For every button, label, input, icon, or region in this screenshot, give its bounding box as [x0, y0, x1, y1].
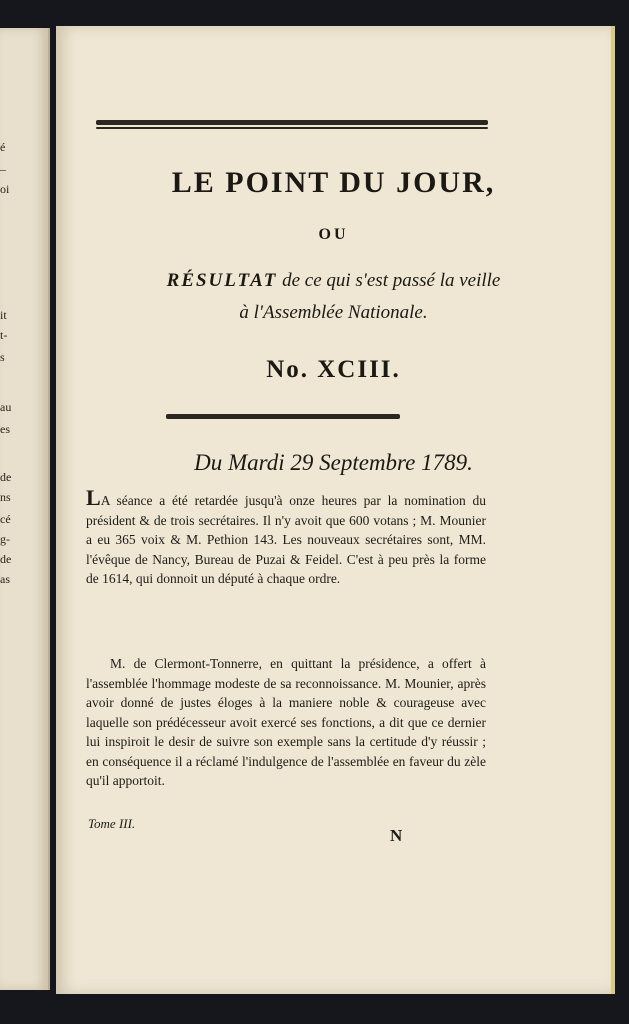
left-fragment: cé: [0, 512, 11, 526]
paragraph-2: M. de Clermont-Tonnerre, en quittant la présidence, a offert à l'assemblée l'hommage modeste de sa reconnoissance. M. Mounier, après avoir donné de justes éloges à la maniere noble & courageuse avec laquelle son prédécesseur avoit exercé ses fonctions, a dit que ce dernier lui inspiroit le desir de suivre son exemple sans la certitude d'y réussir ; en conséquence il a réclamé l'indulgence de l'assemblée en faveur du zèle qu'il apportoit.: [86, 656, 486, 788]
left-fragment: es: [0, 422, 10, 436]
left-fragment: as: [0, 572, 10, 586]
left-fragment: t-: [0, 328, 8, 342]
left-fragment: oi: [0, 182, 10, 196]
top-rule-thin: [96, 127, 488, 129]
subtitle-line-2: à l'Assemblée Nationale.: [239, 302, 428, 323]
left-page: [0, 28, 50, 990]
left-fragment: ns: [0, 490, 11, 504]
right-page: [56, 26, 615, 994]
left-fragment: g-: [0, 532, 10, 546]
left-fragment: s: [0, 350, 5, 364]
subtitle-ou: OU: [318, 226, 349, 243]
result-rest: de ce qui s'est passé la veille: [277, 270, 501, 291]
left-fragment: de: [0, 552, 12, 566]
subtitle-line-1: [56, 270, 611, 292]
mid-rule: [166, 414, 400, 419]
drop-cap: L: [86, 485, 101, 510]
newspaper-title: LE POINT DU JOUR,: [171, 166, 496, 199]
left-fragment: it: [0, 308, 7, 322]
left-fragment: de: [0, 470, 12, 484]
paragraph-1: [86, 485, 486, 589]
top-rule: [96, 120, 488, 125]
paragraph-1-text: A séance a été retardée jusqu'à onze heures par la nomination du président & de trois secrétaires. Il n'y avoit que 600 votans ; M. Mounier a eu 365 voix & M. Pethion 143. Les nouveaux secrétaires sont, MM. l'évêque de Nancy, Bureau de Puzai & Feidel. C'est à peu près la forme de 1614, qui donnoit un député à chaque ordre.: [86, 493, 486, 586]
issue-number: No. XCIII.: [266, 356, 401, 383]
volume-label: Tome III.: [88, 816, 136, 831]
left-fragment: é: [0, 140, 6, 154]
left-fragment: au: [0, 400, 12, 414]
result-word: RÉSULTAT: [166, 270, 278, 291]
left-fragment: –: [0, 162, 6, 176]
issue-date: Du Mardi 29 Septembre 1789.: [194, 450, 473, 475]
signature-mark: N: [390, 826, 403, 845]
